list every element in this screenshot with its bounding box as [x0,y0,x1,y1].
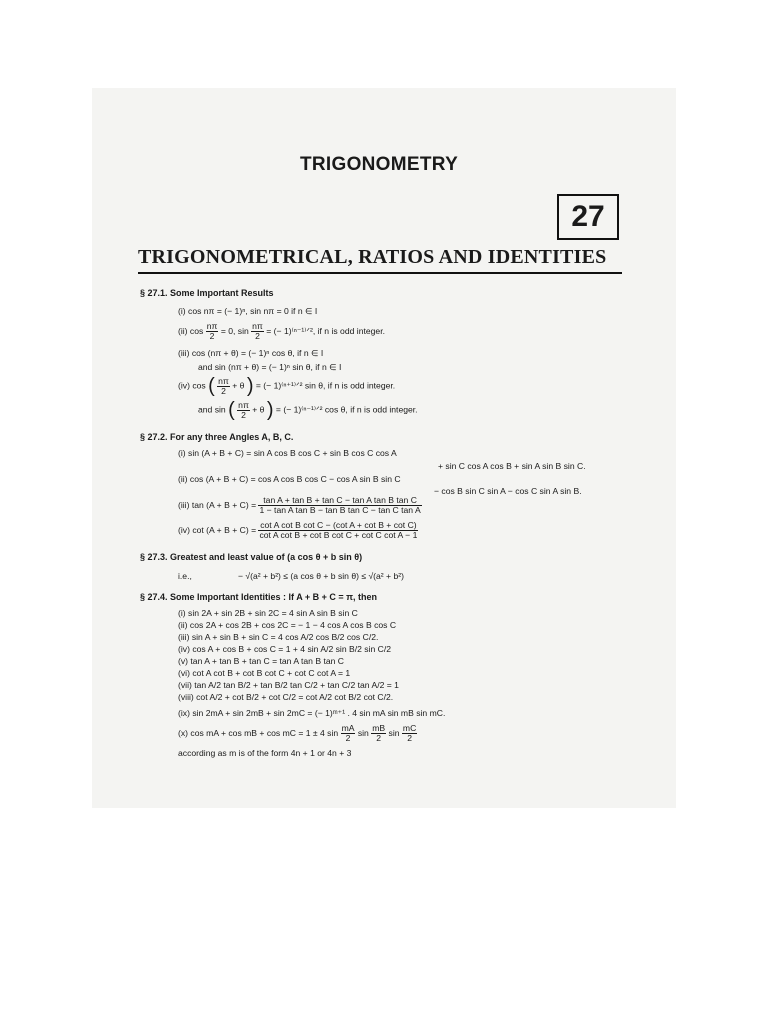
s1-line-3: (iii) cos (nπ + θ) = (− 1)ⁿ cos θ, if n ∈ I [178,348,324,358]
s1-l2-a: (ii) cos [178,325,204,336]
s1-line-2 [178,322,385,341]
numerator: nπ [206,321,218,331]
s1-l2-c: = (− 1)⁽ⁿ⁻¹⁾ᐟ², if n is odd integer. [266,325,385,336]
paren-close: ) [266,399,274,421]
section-27-1-heading: § 27.1. Some Important Results [140,288,274,298]
section-27-3-heading: § 27.3. Greatest and least value of (a cos θ + b sin θ) [140,552,363,562]
sin-text: sin [388,727,400,738]
numerator: tan A + tan B + tan C − tan A tan B tan C [258,496,421,506]
s2-line-1: (i) sin (A + B + C) = sin A cos B cos C + sin B cos C cos A [178,448,397,458]
fraction [217,377,230,396]
s4-identity-4: (iv) cos A + cos B + cos C = 1 + 4 sin A/2 sin B/2 sin C/2 [178,644,392,654]
section-27-4-heading: § 27.4. Some Important Identities : If A + B + C = π, then [140,592,378,602]
chapter-number: 27 [571,200,605,233]
s2-l6-a: (iv) cot (A + B + C) = [178,524,257,535]
denominator: 2 [209,331,215,341]
s4-identity-5: (v) tan A + tan B + tan C = tan A tan B tan C [178,656,345,666]
numerator: nπ [238,399,249,410]
denominator: cot A cot B + cot B cot C + cot C cot A − 1 [259,530,418,540]
s1-l6-a: and sin [198,404,226,415]
s2-l5-a: (iii) tan (A + B + C) = [178,499,257,510]
s1-l6-c: = (− 1)⁽ⁿ⁻¹⁾ᐟ² cos θ, if n is odd integer. [275,404,418,415]
numerator: mA [341,723,355,733]
fraction [402,724,417,743]
denominator: 2 [376,733,382,743]
s4-identity-6: (vi) cot A cot B + cot B cot C + cot C cot A = 1 [178,668,351,678]
fraction [237,401,250,420]
fraction [258,521,418,540]
s4-identity-8: (viii) cot A/2 + cot B/2 + cot C/2 = cot A/2 cot B/2 cot C/2. [178,692,394,702]
numerator: mB [372,723,386,733]
title-underline [138,272,622,274]
s1-line-6 [198,400,418,420]
s4-identity-2: (ii) cos 2A + cos 2B + cos 2C = − 1 − 4 cos A cos B cos C [178,620,397,630]
s1-l6-b: + θ [252,404,265,415]
s1-line-4: and sin (nπ + θ) = (− 1)ⁿ sin θ, if n ∈ I [198,362,342,372]
s4-identity-10 [178,724,417,743]
s3-ie: i.e., [178,571,192,581]
s1-l5-c: = (− 1)⁽ⁿ⁺¹⁾ᐟ² sin θ, if n is odd integer. [255,380,396,391]
s1-l5-a: (iv) cos [178,380,206,391]
paren-open: ( [208,375,215,397]
s1-l2-b: = 0, sin [220,325,249,336]
page-title: TRIGONOMETRY [300,154,459,175]
s2-line-6 [178,521,418,540]
s4-identity-1: (i) sin 2A + sin 2B + sin 2C = 4 sin A sin B sin C [178,608,358,618]
s1-l5-b: + θ [232,380,245,391]
denominator: 2 [241,409,246,420]
s4-identity-11: according as m is of the form 4n + 1 or 4n + 3 [178,748,352,758]
chapter-title: TRIGONOMETRICAL, RATIOS AND IDENTITIES [138,246,607,268]
fraction [258,496,421,515]
s4-identity-3: (iii) sin A + sin B + sin C = 4 cos A/2 cos B/2 cos C/2. [178,632,379,642]
numerator: cot A cot B cot C − (cot A + cot B + cot C) [260,520,417,530]
denominator: 2 [407,733,412,743]
s4-identity-7: (vii) tan A/2 tan B/2 + tan B/2 tan C/2 + tan C/2 tan A/2 = 1 [178,680,399,690]
chapter-number-box [557,194,619,240]
denominator: 2 [221,385,226,396]
s4-identity-9: (ix) sin 2mA + sin 2mB + sin 2mC = (− 1)ᵐ⁺¹ . 4 sin mA sin mB sin mC. [178,708,446,718]
s2-line-5 [178,496,422,515]
paren-close: ) [246,375,254,397]
s1-line-1: (i) cos nπ = (− 1)ⁿ, sin nπ = 0 if n ∈ I [178,306,318,316]
section-27-2-heading: § 27.2. For any three Angles A, B, C. [140,432,294,442]
numerator: nπ [252,321,263,331]
s2-line-3: (ii) cos (A + B + C) = cos A cos B cos C − cos A sin B sin C [178,474,401,484]
denominator: 2 [345,733,351,743]
paren-open: ( [228,399,235,421]
numerator: nπ [218,375,229,386]
fraction [251,322,264,341]
s1-line-5 [178,376,395,396]
numerator: mC [402,723,417,733]
fraction [341,724,356,743]
fraction [371,724,386,743]
s4-i10-a: (x) cos mA + cos mB + cos mC = 1 ± 4 sin [178,727,339,738]
denominator: 1 − tan A tan B − tan B tan C − tan C tan A [259,505,421,515]
denominator: 2 [255,331,260,341]
fraction [206,322,219,341]
s2-line-4: − cos B sin C sin A − cos C sin A sin B. [434,486,582,496]
sin-text: sin [357,727,369,738]
s3-inequality: − √(a² + b²) ≤ (a cos θ + b sin θ) ≤ √(a² + b²) [238,571,404,581]
s2-line-2: + sin C cos A cos B + sin A sin B sin C. [438,461,586,471]
